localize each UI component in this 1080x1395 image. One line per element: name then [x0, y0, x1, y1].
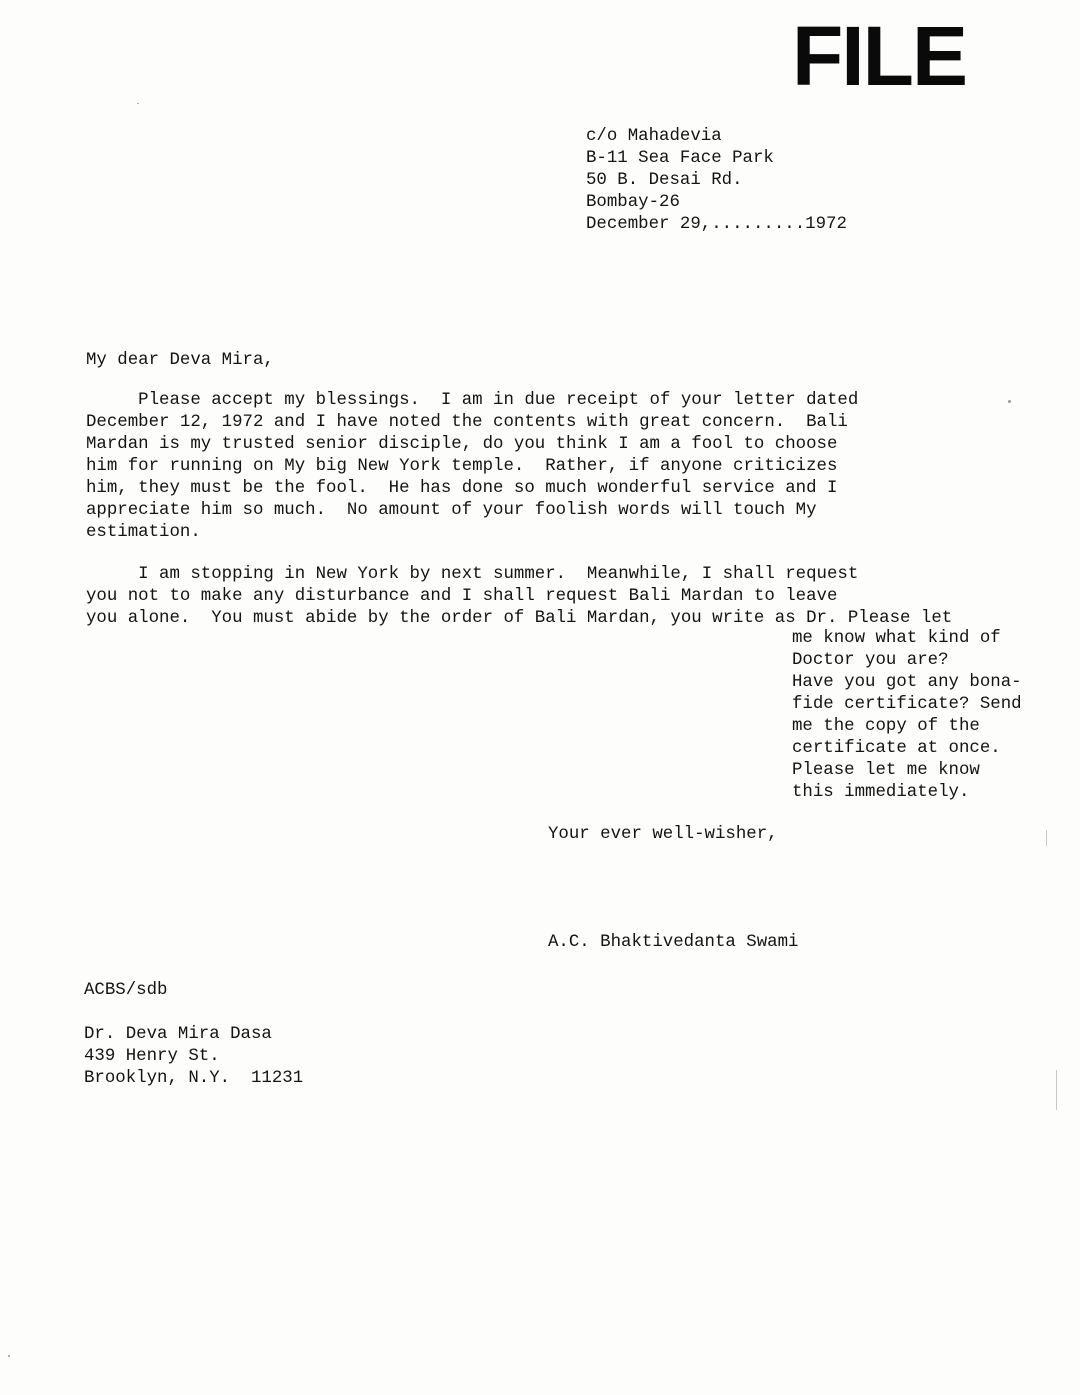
paragraph-line: appreciate him so much. No amount of your foolish words will touch My	[86, 501, 817, 520]
side-note-line: Have you got any bona-	[792, 673, 1022, 692]
file-stamp: FILE	[792, 9, 966, 103]
side-note-line: me know what kind of	[792, 629, 1001, 648]
paragraph-line: I am stopping in New York by next summer. Meanwhile, I shall request	[86, 565, 859, 584]
signature: A.C. Bhaktivedanta Swami	[548, 933, 799, 952]
letter-date: December 29,.........1972	[586, 215, 847, 234]
scan-edge-mark	[1046, 830, 1047, 846]
side-note-line: Doctor you are?	[792, 651, 949, 670]
sender-address-line: 50 B. Desai Rd.	[586, 171, 743, 190]
recipient-address-line: 439 Henry St.	[84, 1047, 220, 1066]
scan-speck	[137, 103, 139, 104]
recipient-address-line: Brooklyn, N.Y. 11231	[84, 1069, 304, 1088]
paragraph-line: him for running on My big New York temple. Rather, if anyone criticizes	[86, 457, 838, 476]
paragraph-line: Please accept my blessings. I am in due receipt of your letter dated	[86, 391, 859, 410]
sender-address-line: B-11 Sea Face Park	[586, 149, 774, 168]
paragraph-line: you not to make any disturbance and I shall request Bali Mardan to leave	[86, 587, 838, 606]
reference-initials: ACBS/sdb	[84, 981, 168, 1000]
recipient-address-line: Dr. Deva Mira Dasa	[84, 1025, 272, 1044]
side-note-line: certificate at once.	[792, 739, 1001, 758]
scan-speck	[1008, 400, 1011, 403]
side-note-line: this immediately.	[792, 783, 970, 802]
paragraph-line: December 12, 1972 and I have noted the contents with great concern. Bali	[86, 413, 848, 432]
scan-speck	[8, 1355, 10, 1357]
scan-edge-mark	[1056, 1070, 1057, 1110]
side-note-line: Please let me know	[792, 761, 980, 780]
sender-address-line: c/o Mahadevia	[586, 127, 722, 146]
sender-address-line: Bombay-26	[586, 193, 680, 212]
paragraph-line: him, they must be the fool. He has done so much wonderful service and I	[86, 479, 838, 498]
paragraph-line: you alone. You must abide by the order of Bali Mardan, you write as Dr. Please let	[86, 609, 953, 628]
paragraph-line: Mardan is my trusted senior disciple, do you think I am a fool to choose	[86, 435, 838, 454]
salutation: My dear Deva Mira,	[86, 351, 274, 370]
side-note-line: me the copy of the	[792, 717, 980, 736]
closing: Your ever well-wisher,	[548, 825, 778, 844]
side-note-line: fide certificate? Send	[792, 695, 1022, 714]
paragraph-line: estimation.	[86, 523, 201, 542]
